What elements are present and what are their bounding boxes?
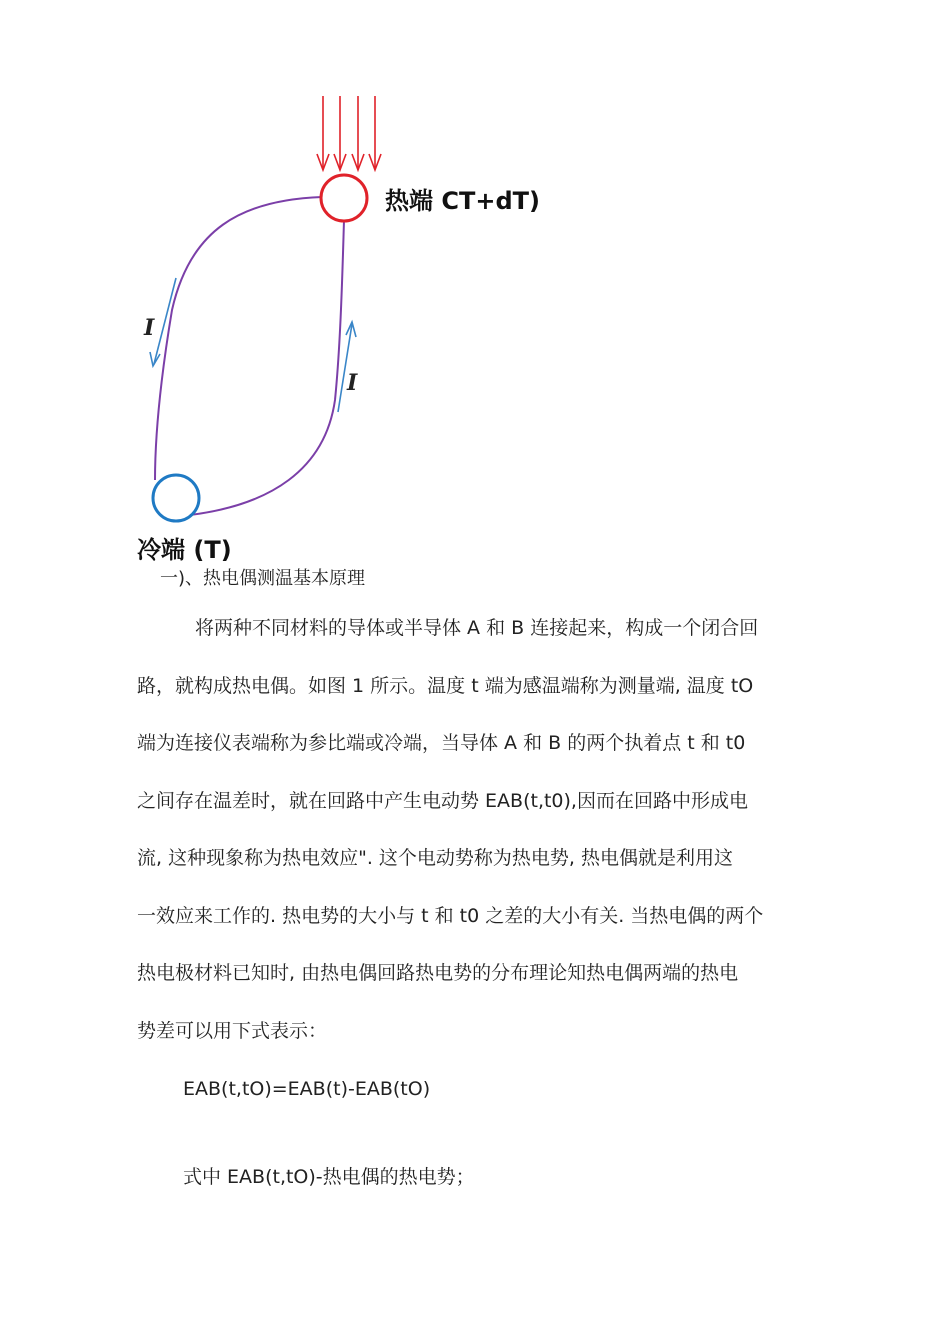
hot-junction-label: 热端 CT+dT) <box>385 187 540 215</box>
cold-junction-label: 冷端 (T) <box>137 536 232 564</box>
paragraph-line: 流, 这种现象称为热电效应". 这个电动势称为热电势, 热电偶就是利用这 <box>137 847 733 869</box>
paragraph-line: 势差可以用下式表示： <box>137 1019 328 1042</box>
wire-left <box>155 197 322 480</box>
section-heading: 一)、热电偶测温基本原理 <box>160 568 366 589</box>
formula-equation: EAB(t,tO)=EAB(t)-EAB(tO) <box>183 1078 431 1100</box>
wire-right <box>190 220 344 515</box>
cold-junction <box>153 475 199 521</box>
paragraph-line: 热电极材料已知时, 由热电偶回路热电势的分布理论知热电偶两端的热电 <box>137 962 739 984</box>
formula-note: 式中 EAB(t,tO)-热电偶的热电势； <box>183 1166 475 1188</box>
current-label-left: I <box>144 315 155 341</box>
hot-junction <box>321 175 367 221</box>
paragraph-line: 端为连接仪表端称为参比端或冷端，当导体 A 和 B 的两个执着点 t 和 t0 <box>137 732 746 754</box>
heat-arrows <box>317 96 381 170</box>
paragraph-line: 将两种不同材料的导体或半导体 A 和 B 连接起来，构成一个闭合回 <box>195 617 759 639</box>
paragraph-line: 路，就构成热电偶。如图 1 所示。温度 t 端为感温端称为测量端, 温度 tO <box>137 674 754 697</box>
current-label-right: I <box>347 370 358 396</box>
paragraph-line: 一效应来工作的. 热电势的大小与 t 和 t0 之差的大小有关. 当热电偶的两个 <box>137 904 764 927</box>
body-paragraph <box>137 600 817 1060</box>
thermocouple-diagram <box>130 90 550 530</box>
paragraph-line: 之间存在温差时，就在回路中产生电动势 EAB(t,t0),因而在回路中形成电 <box>137 789 748 812</box>
